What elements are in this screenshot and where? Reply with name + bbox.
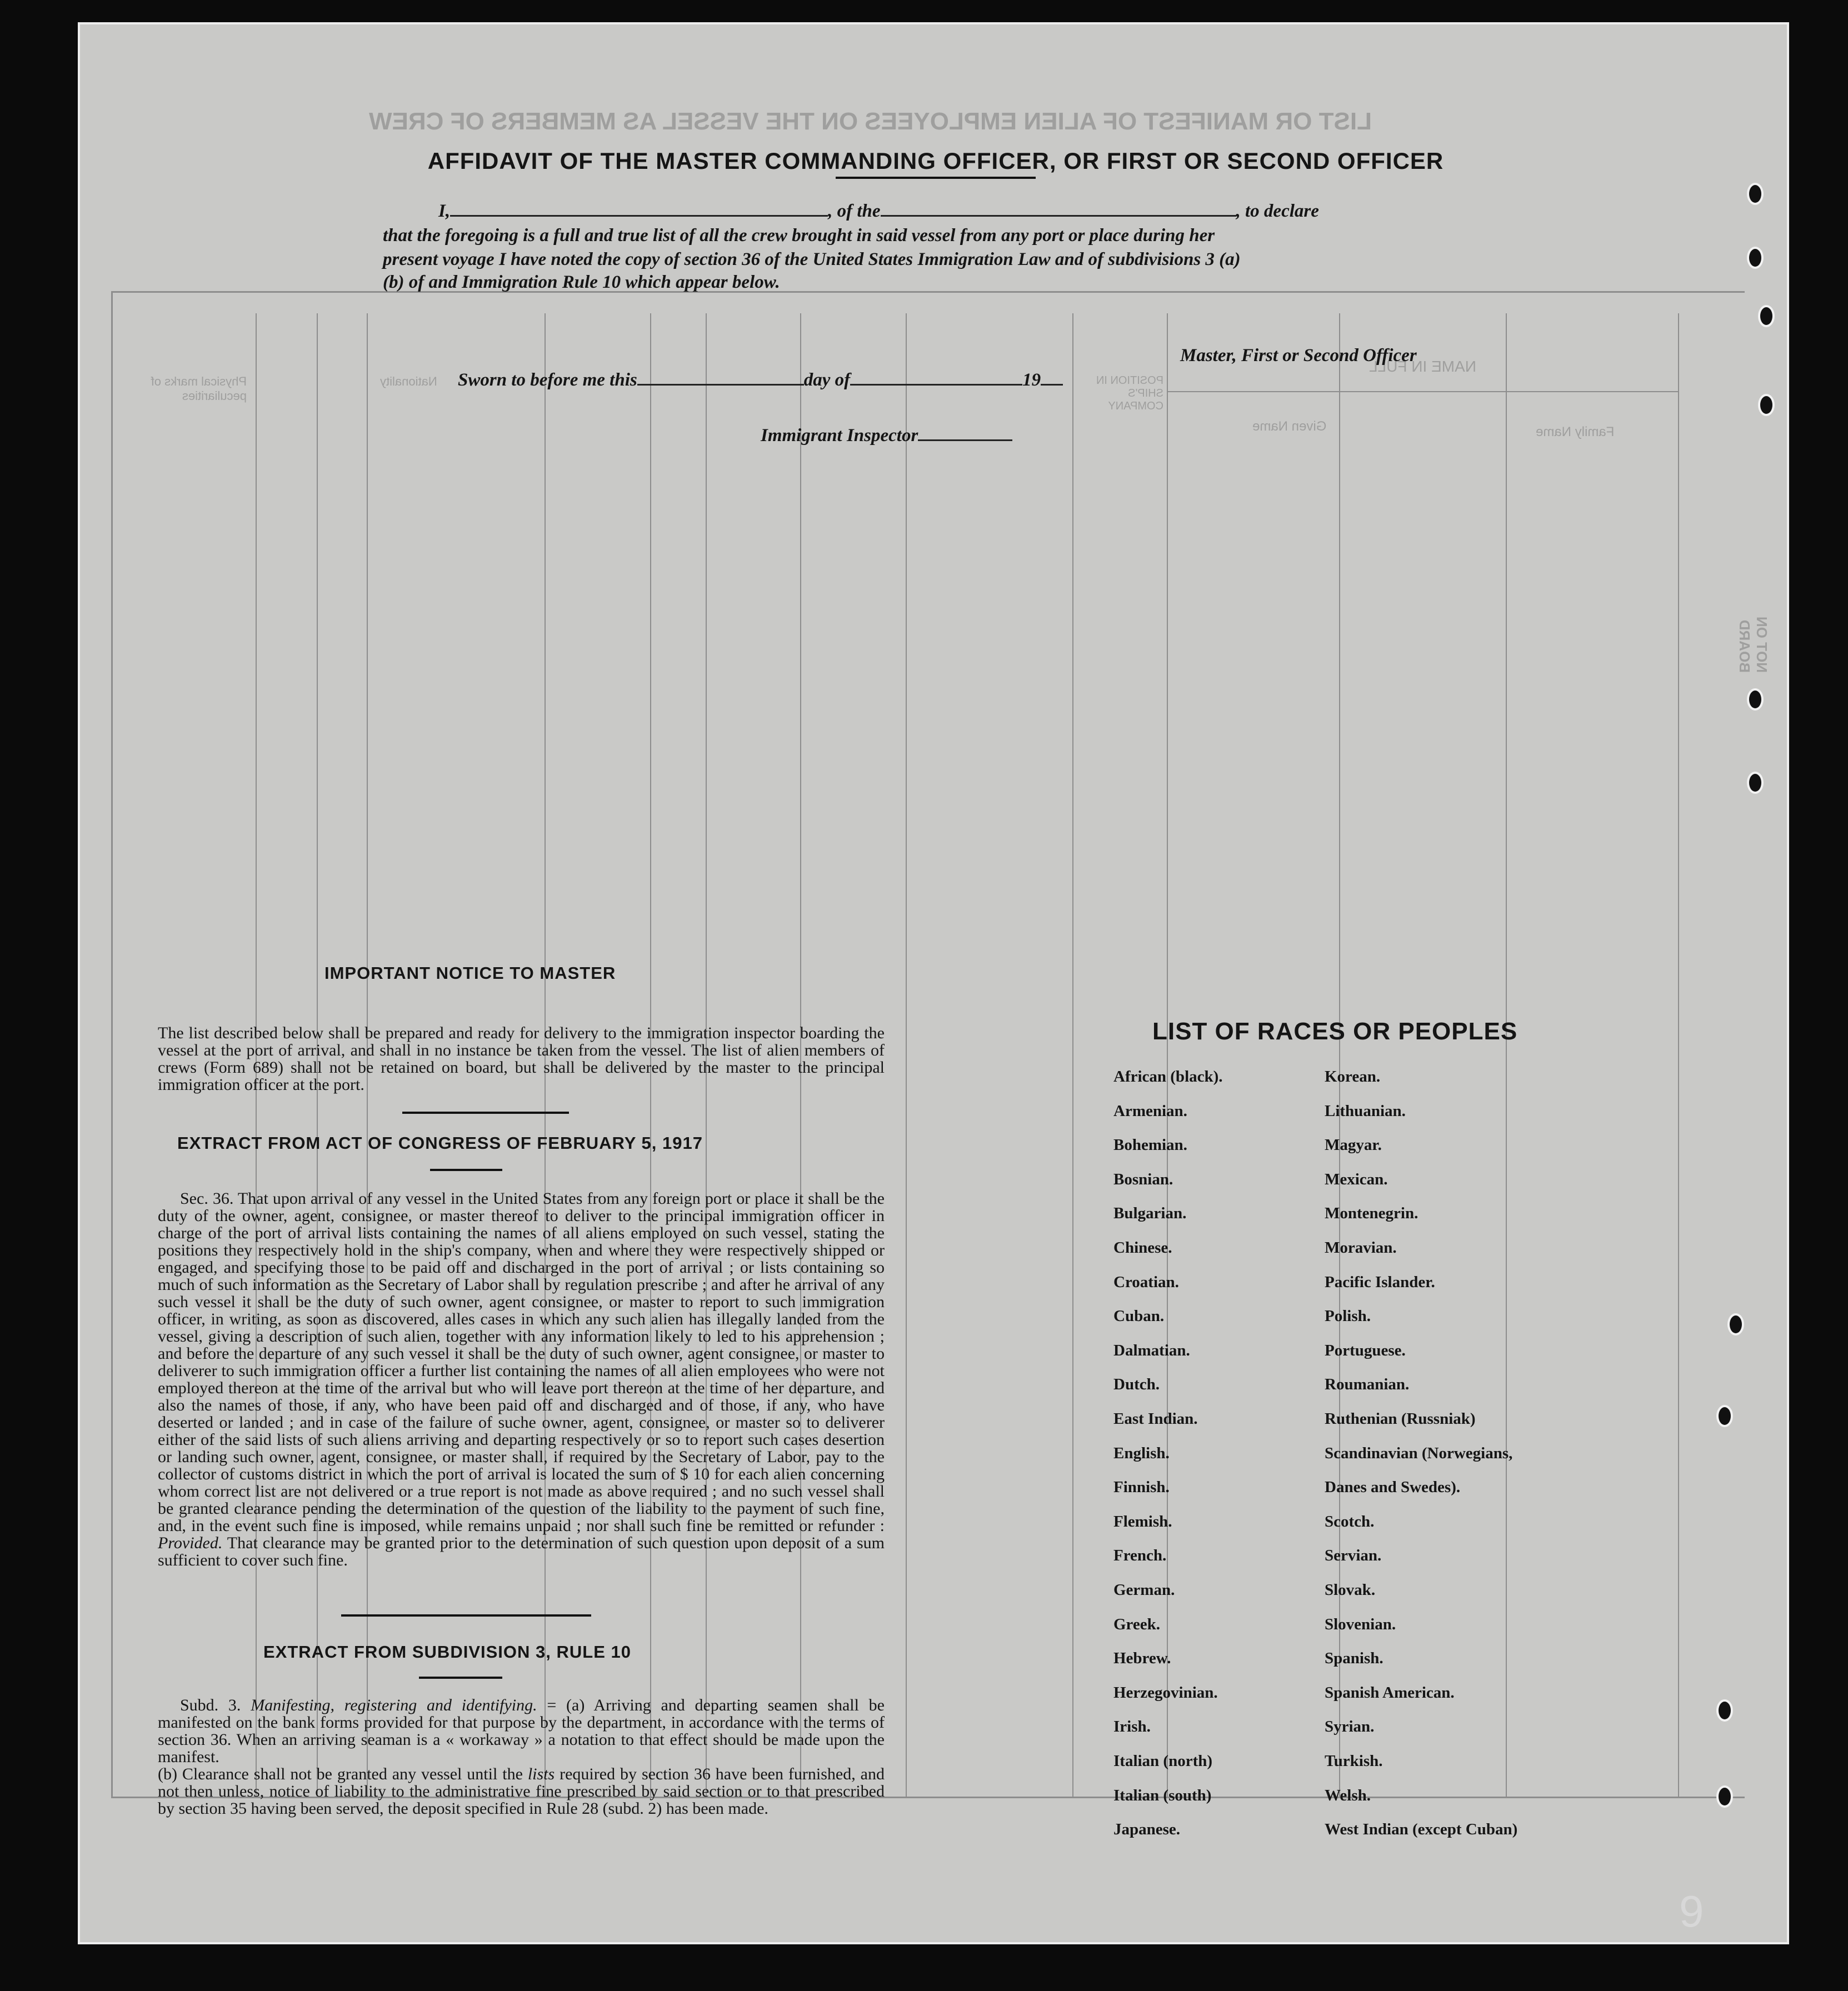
race-item: Polish. — [1325, 1307, 1371, 1325]
race-item: English. — [1113, 1444, 1170, 1462]
page-number-mark: 9 — [1679, 1887, 1704, 1936]
bleed-col-position: POSITION IN SHIP'S COMPANY — [1096, 374, 1163, 412]
binder-hole — [1758, 305, 1775, 327]
race-item: African (black). — [1113, 1068, 1223, 1085]
race-item: Chinese. — [1113, 1239, 1172, 1257]
race-item: Syrian. — [1325, 1718, 1375, 1736]
race-item: Croatian. — [1113, 1273, 1179, 1291]
race-item: Ruthenian (Russniak) — [1325, 1410, 1476, 1428]
race-item: Spanish. — [1325, 1649, 1383, 1668]
sworn-line: Sworn to before me this day of 19 — [458, 370, 1063, 391]
binder-hole — [1758, 394, 1775, 416]
race-item: Mexican. — [1325, 1170, 1388, 1188]
binder-hole — [1747, 247, 1764, 269]
notice-text: The list described below shall be prepared and ready for delivery to the immigration inspector boarding the vessel at the port of arrival, and shall in no instance be taken from the vessel. The list of alien members of crews (Form 689) shall not be retained on board, but shall be delivered by the master to the principal immigration officer at the port. — [158, 1024, 885, 1094]
bleed-side-stamp: NOT ON BOARD — [1736, 616, 1770, 673]
bleed-header: LIST OR MANIFEST OF ALIEN EMPLOYEES ON THE VESSEL AS MEMBERS OF CREW — [369, 108, 1372, 135]
race-item: Dutch. — [1113, 1375, 1160, 1394]
table-left-rule — [111, 291, 113, 1797]
grid-header-rule — [1167, 391, 1678, 392]
extract-rule-title: EXTRACT FROM SUBDIVISION 3, RULE 10 — [263, 1642, 631, 1662]
bleed-col-nationality: Nationality — [380, 374, 437, 388]
affidavit-title: AFFIDAVIT OF THE MASTER COMMANDING OFFICER, OR FIRST OR SECOND OFFICER — [427, 148, 1444, 174]
race-item: Lithuanian. — [1325, 1102, 1406, 1120]
extract-act-text: Sec. 36. That upon arrival of any vessel in the United States from any foreign port or place it shall be the duty of the owner, agent, consignee, or master thereof to deliver to the principal immigration officer in charge of the port of arrival lists containing the names of all aliens employed on such vessel, stating the positions they respectively hold in the ship's company, when and where they were respectively shipped or engaged, and specifying those to be paid off and discharged in the port of arrival ; or lists containing so much of such information as the Secretary of Labor shall by regulation prescribe ; and after he arrival of any such vessel it shall be the duty of such owner, agent consignee, or master to report to such immigration officer, in writing, as soon as discovered, alles cases in which any such alien has illegally landed from the vessel, giving a description of such alien, together with any information likely to led to his apprehension ; and before the departure of any such vessel it shall be the duty of such owner, agent consignee, or master to deliverer to such immigration officer a further list containing the names of all alien employees who were not employed thereon at the time of the arrival but who will leave port thereon at the time of her departure, and also the names of those, if any, who have been paid off and discharged and of those, if any, who have deserted or landed ; and in case of the failure of suche owner, agent, consignee, or master so to deliverer either of the said lists of such aliens arriving and departing respectively or so to report such cases desertion or landing such owner, agent, consignee, or master shall, if required by the Secretary of Labor, pay to the collector of customs district in which the port of arrival is located the sum of $ 10 for each alien concerning whom correct list are not delivered or a true report is not made as above required ; and no such vessel shall be granted clearance pending the determination of the question of the liability to the payment of such fine, and, in the event such fine is imposed, while remains unpaid ; nor shall such fine be remitted or refunder : Provided. That clearance may be granted prior to the determination of such question upon deposit of a sum sufficient to cover such fine. — [158, 1189, 885, 1569]
notice-title: IMPORTANT NOTICE TO MASTER — [324, 963, 616, 983]
race-item: Italian (north) — [1113, 1752, 1213, 1770]
affidavit-line1: I, , of the , to declare — [438, 201, 1319, 221]
binder-hole — [1716, 1785, 1733, 1808]
bleed-col-given: Given Name — [1252, 419, 1327, 434]
grid-col — [1339, 313, 1340, 1797]
binder-hole — [1747, 772, 1764, 794]
race-item: Scandinavian (Norwegians, — [1325, 1444, 1513, 1462]
binder-hole — [1727, 1313, 1744, 1335]
race-item: Turkish. — [1325, 1752, 1383, 1770]
affidavit-line4: (b) of and Immigration Rule 10 which appear below. — [383, 272, 780, 292]
grid-col — [1167, 313, 1168, 1797]
race-item: Slovak. — [1325, 1581, 1376, 1599]
race-item: Bulgarian. — [1113, 1204, 1187, 1223]
extract-act-rule — [430, 1169, 502, 1171]
race-item: Dalmatian. — [1113, 1341, 1190, 1359]
affidavit-title-rule — [836, 177, 1036, 179]
race-item: Slovenian. — [1325, 1615, 1396, 1633]
race-item: Montenegrin. — [1325, 1204, 1419, 1223]
race-item: French. — [1113, 1547, 1167, 1565]
grid-col — [906, 313, 907, 1797]
race-item: Cuban. — [1113, 1307, 1165, 1325]
manifest-page — [78, 22, 1789, 1944]
race-item: Roumanian. — [1325, 1375, 1410, 1394]
binder-hole — [1747, 688, 1764, 711]
extract-rule-text: Subd. 3. Manifesting, registering and identifying. = (a) Arriving and departing seamen shall be manifested on the bank forms provided for that purpose by the department, in accordance with the terms of section 36. When an arriving seaman is a « workaway » a notation to that effect should be made upon the manifest. (b) Clearance shall not be granted any vessel until the lists required by section 36 have been furnished, and not then unless, notice of liability to the administrative fine prescribed by said section or to that prescribed by section 35 having been served, the deposit specified in Rule 28 (subd. 2) has been made. — [158, 1696, 885, 1818]
bleed-col-physical: Physical marks of peculiarities — [151, 374, 247, 403]
race-item: Pacific Islander. — [1325, 1273, 1435, 1291]
races-title: LIST OF RACES OR PEOPLES — [1152, 1018, 1518, 1045]
notice-rule — [402, 1112, 569, 1114]
race-item: Bosnian. — [1113, 1170, 1173, 1188]
race-item: German. — [1113, 1581, 1175, 1599]
race-item: Moravian. — [1325, 1239, 1397, 1257]
affidavit-line2: that the foregoing is a full and true list of all the crew brought in said vessel from any port or place during her — [383, 226, 1215, 246]
race-item: East Indian. — [1113, 1410, 1198, 1428]
race-item: Danes and Swedes). — [1325, 1478, 1461, 1497]
binder-hole — [1747, 183, 1764, 205]
extract-act-title: EXTRACT FROM ACT OF CONGRESS OF FEBRUARY 5, 1917 — [177, 1133, 703, 1153]
race-item: Magyar. — [1325, 1136, 1382, 1154]
race-item: Bohemian. — [1113, 1136, 1187, 1154]
extract-act-end-rule — [341, 1614, 591, 1617]
extract-rule-rule — [419, 1677, 502, 1679]
table-top-rule — [111, 291, 1745, 293]
grid-col — [1506, 313, 1507, 1797]
grid-col — [1678, 313, 1679, 1797]
race-item: Herzegovinian. — [1113, 1683, 1218, 1702]
race-item: Flemish. — [1113, 1512, 1172, 1530]
race-item: Greek. — [1113, 1615, 1161, 1633]
race-item: Finnish. — [1113, 1478, 1170, 1497]
race-item: Korean. — [1325, 1068, 1381, 1085]
affidavit-line3: present voyage I have noted the copy of section 36 of the United States Immigration Law and of subdivisions 3 (a) — [383, 249, 1241, 269]
race-item: Japanese. — [1113, 1820, 1181, 1839]
binder-hole — [1716, 1405, 1733, 1427]
race-item: Scotch. — [1325, 1512, 1375, 1530]
race-item: Italian (south) — [1113, 1786, 1212, 1804]
race-item: Welsh. — [1325, 1786, 1371, 1804]
race-item: Portuguese. — [1325, 1341, 1406, 1359]
binder-hole — [1716, 1699, 1733, 1722]
race-item: Armenian. — [1113, 1102, 1187, 1120]
bleed-col-family: Family Name — [1536, 424, 1615, 439]
race-item: West Indian (except Cuban) — [1325, 1820, 1518, 1839]
inspector-line: Immigrant Inspector — [761, 426, 1012, 446]
race-item: Servian. — [1325, 1547, 1382, 1565]
officer-signature-label: Master, First or Second Officer — [1180, 346, 1417, 366]
race-item: Hebrew. — [1113, 1649, 1171, 1668]
race-item: Spanish American. — [1325, 1683, 1455, 1702]
bleed-col-name: NAME IN FULL — [1369, 358, 1476, 375]
grid-col — [1072, 313, 1073, 1797]
race-item: Irish. — [1113, 1718, 1151, 1736]
